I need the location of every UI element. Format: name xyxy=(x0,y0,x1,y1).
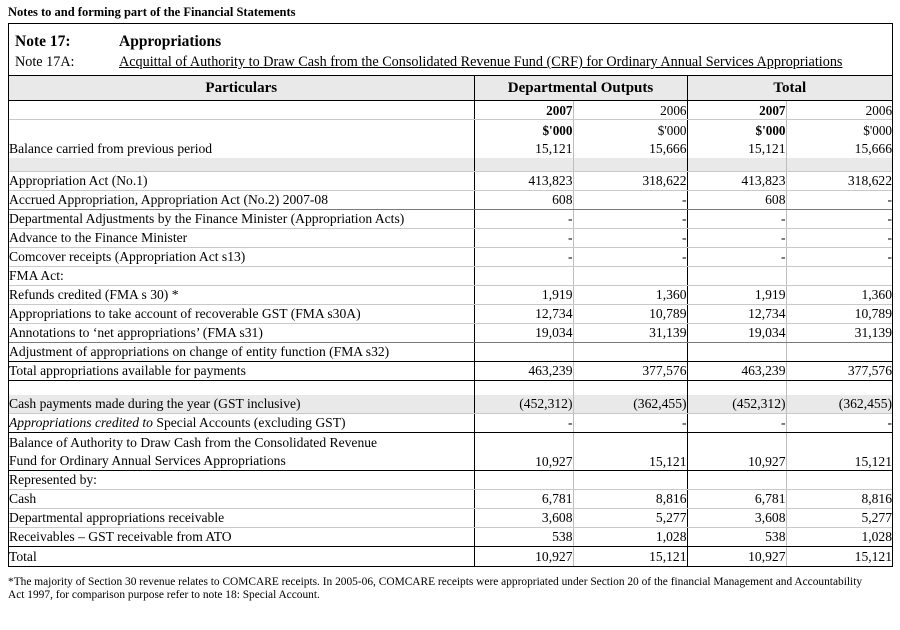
row-dept-2006: - xyxy=(573,248,687,267)
row-dept-2006: - xyxy=(573,414,687,433)
row-label: Appropriation Act (No.1) xyxy=(9,172,474,191)
row-dept-2007 xyxy=(474,471,573,490)
table-row xyxy=(9,248,892,267)
row-label-line-2: Fund for Ordinary Annual Services Appropriations xyxy=(9,453,286,468)
row-dept-2007: 463,239 xyxy=(474,362,573,381)
row-label: Total xyxy=(9,547,474,566)
row-total-2007: (452,312) xyxy=(687,395,786,414)
table-row xyxy=(9,395,892,414)
units-header-row xyxy=(9,120,892,139)
row-total-2007: 10,927 xyxy=(687,433,786,471)
row-total-2006: - xyxy=(786,191,892,210)
row-dept-2006: (362,455) xyxy=(573,395,687,414)
note-title: Appropriations xyxy=(119,33,222,50)
appropriations-table xyxy=(9,75,892,566)
row-label: Advance to the Finance Minister xyxy=(9,229,474,248)
row-label: Comcover receipts (Appropriation Act s13) xyxy=(9,248,474,267)
spacer-dept-2007 xyxy=(474,158,573,172)
row-dept-2007: 12,734 xyxy=(474,305,573,324)
spacer-row xyxy=(9,381,892,395)
row-total-2006: - xyxy=(786,248,892,267)
row-label-roman-part: Special Accounts (excluding GST) xyxy=(156,415,346,430)
units-row-label xyxy=(9,120,474,139)
row-label: Refunds credited (FMA s 30) * xyxy=(9,286,474,305)
row-total-2006: 10,789 xyxy=(786,305,892,324)
row-dept-2007: - xyxy=(474,210,573,229)
row-total-2006: - xyxy=(786,210,892,229)
table-row xyxy=(9,267,892,286)
row-dept-2006: 15,666 xyxy=(573,139,687,158)
spacer-label xyxy=(9,158,474,172)
footnote-line-1: *The majority of Section 30 revenue relates to COMCARE receipts. In 2005-06, COMCARE receipts were appropriated under Section 20 of the financial Management and Accountability xyxy=(8,575,863,588)
row-dept-2007: 15,121 xyxy=(474,139,573,158)
note-heading-block xyxy=(9,24,892,75)
row-total-2006: - xyxy=(786,414,892,433)
row-label: Annotations to ‘net appropriations’ (FMA s31) xyxy=(9,324,474,343)
row-dept-2006: 31,139 xyxy=(573,324,687,343)
footnote-line-2: Act 1997, for comparison purpose refer to note 18: Special Account. xyxy=(8,589,320,601)
row-total-2007: 1,919 xyxy=(687,286,786,305)
row-dept-2007: - xyxy=(474,248,573,267)
note-sub-title: Acquittal of Authority to Draw Cash from the Consolidated Revenue Fund (CRF) for Ordinary Annual Services Appropriations xyxy=(119,54,843,70)
footnote-block xyxy=(8,576,892,603)
table-row xyxy=(9,509,892,528)
row-label xyxy=(9,433,474,471)
row-total-2006: 15,121 xyxy=(854,548,893,564)
row-dept-2006: 10,789 xyxy=(573,305,687,324)
row-dept-2006: - xyxy=(573,210,687,229)
note-sub-label: Note 17A: xyxy=(15,54,75,70)
row-total-2007: 15,121 xyxy=(687,139,786,158)
year-dept-2007: 2007 xyxy=(474,101,573,120)
row-dept-2006: 5,277 xyxy=(573,509,687,528)
row-label: Balance carried from previous period xyxy=(9,139,474,158)
units-total-2006: $'000 xyxy=(863,122,893,138)
table-row xyxy=(9,139,892,158)
row-total-2006 xyxy=(786,267,892,286)
spacer-row xyxy=(9,158,892,172)
table-header-row xyxy=(9,76,892,101)
row-dept-2006: 1,360 xyxy=(573,286,687,305)
row-label: Accrued Appropriation, Appropriation Act (No.2) 2007-08 xyxy=(9,191,474,210)
row-total-2006: 377,576 xyxy=(786,362,892,381)
row-total-2007: 6,781 xyxy=(687,490,786,509)
year-header-row xyxy=(9,101,892,120)
column-header-total: Total xyxy=(687,76,892,101)
spacer-dept-2007 xyxy=(474,381,573,395)
note-number-label: Note 17: xyxy=(15,33,71,50)
table-row xyxy=(9,471,892,490)
row-dept-2007: 538 xyxy=(474,528,573,547)
row-total-2007: - xyxy=(687,248,786,267)
row-total-2007: 19,034 xyxy=(687,324,786,343)
note-number-line xyxy=(15,32,892,52)
row-dept-2006: 377,576 xyxy=(573,362,687,381)
row-dept-2007: - xyxy=(474,414,573,433)
spacer-total-2006 xyxy=(786,381,892,395)
row-total-2007: 3,608 xyxy=(687,509,786,528)
row-total-2006: 318,622 xyxy=(786,172,892,191)
table-row xyxy=(9,210,892,229)
year-row-label xyxy=(9,101,474,120)
row-total-2007 xyxy=(687,343,786,362)
row-total-2007 xyxy=(687,471,786,490)
row-dept-2006 xyxy=(573,343,687,362)
row-total-2007: - xyxy=(687,414,786,433)
spacer-total-2006 xyxy=(786,158,892,172)
row-dept-2007: 10,927 xyxy=(474,547,573,566)
row-total-2007: 463,239 xyxy=(687,362,786,381)
row-total-2007: 10,927 xyxy=(687,547,786,566)
row-dept-2006: 318,622 xyxy=(573,172,687,191)
row-total-2007: 413,823 xyxy=(687,172,786,191)
spacer-dept-2006 xyxy=(573,381,687,395)
table-row xyxy=(9,414,892,433)
spacer-dept-2006 xyxy=(573,158,687,172)
row-total-2006 xyxy=(786,471,892,490)
units-total-2007: $'000 xyxy=(687,120,786,139)
row-total-2007: - xyxy=(687,210,786,229)
row-dept-2007: - xyxy=(474,229,573,248)
row-total-2006: 1,028 xyxy=(786,528,892,547)
row-label: Cash xyxy=(9,490,474,509)
spacer-label xyxy=(9,381,474,395)
units-dept-2006: $'000 xyxy=(573,120,687,139)
table-row xyxy=(9,172,892,191)
year-total-2007: 2007 xyxy=(687,101,786,120)
table-row xyxy=(9,191,892,210)
row-dept-2006: 1,028 xyxy=(573,528,687,547)
note-sub-line xyxy=(15,52,892,74)
row-dept-2007: 10,927 xyxy=(474,433,573,471)
row-total-2006: 15,666 xyxy=(854,140,893,156)
row-dept-2007: (452,312) xyxy=(474,395,573,414)
row-dept-2006 xyxy=(573,267,687,286)
row-label: Adjustment of appropriations on change of entity function (FMA s32) xyxy=(9,343,474,362)
row-total-2006 xyxy=(786,343,892,362)
row-dept-2007: 413,823 xyxy=(474,172,573,191)
row-label: Receivables – GST receivable from ATO xyxy=(9,528,474,547)
row-dept-2006: - xyxy=(573,191,687,210)
table-row xyxy=(9,343,892,362)
row-dept-2006: - xyxy=(573,229,687,248)
row-total-2006: 15,121 xyxy=(786,433,892,471)
table-row xyxy=(9,528,892,547)
row-label-italic-part: Appropriations credited to xyxy=(9,415,157,430)
column-header-departmental-outputs: Departmental Outputs xyxy=(474,76,687,101)
row-total-2006: 1,360 xyxy=(786,286,892,305)
table-row xyxy=(9,305,892,324)
row-label: FMA Act: xyxy=(9,267,474,286)
table-row xyxy=(9,490,892,509)
row-label: Cash payments made during the year (GST inclusive) xyxy=(9,395,474,414)
row-total-2006: 31,139 xyxy=(786,324,892,343)
row-dept-2007: 19,034 xyxy=(474,324,573,343)
row-dept-2007 xyxy=(474,343,573,362)
year-total-2006: 2006 xyxy=(786,101,892,120)
table-row xyxy=(9,324,892,343)
row-label: Departmental Adjustments by the Finance Minister (Appropriation Acts) xyxy=(9,210,474,229)
row-total-2006: 5,277 xyxy=(786,509,892,528)
row-total-2007 xyxy=(687,267,786,286)
row-total-2007: - xyxy=(687,229,786,248)
table-row xyxy=(9,547,892,566)
row-total-2006: 8,816 xyxy=(786,490,892,509)
row-dept-2006: 15,121 xyxy=(573,547,687,566)
row-dept-2007: 608 xyxy=(474,191,573,210)
row-label xyxy=(9,414,474,433)
row-dept-2007: 3,608 xyxy=(474,509,573,528)
units-dept-2007: $'000 xyxy=(474,120,573,139)
row-dept-2007: 6,781 xyxy=(474,490,573,509)
row-label: Departmental appropriations receivable xyxy=(9,509,474,528)
row-dept-2007 xyxy=(474,267,573,286)
note-frame xyxy=(8,23,893,567)
table-row xyxy=(9,286,892,305)
year-dept-2006: 2006 xyxy=(573,101,687,120)
spacer-total-2007 xyxy=(687,158,786,172)
row-label-line-1: Balance of Authority to Draw Cash from the Consolidated Revenue xyxy=(9,435,378,450)
row-total-2007: 608 xyxy=(687,191,786,210)
row-total-2007: 12,734 xyxy=(687,305,786,324)
row-label: Represented by: xyxy=(9,471,474,490)
row-label: Appropriations to take account of recoverable GST (FMA s30A) xyxy=(9,305,474,324)
row-total-2006: (362,455) xyxy=(786,395,892,414)
row-dept-2007: 1,919 xyxy=(474,286,573,305)
row-total-2007: 538 xyxy=(687,528,786,547)
table-row xyxy=(9,229,892,248)
row-total-2006: - xyxy=(786,229,892,248)
row-dept-2006: 8,816 xyxy=(573,490,687,509)
row-label: Total appropriations available for payments xyxy=(9,362,474,381)
row-dept-2006: 15,121 xyxy=(573,433,687,471)
table-row xyxy=(9,433,892,471)
column-header-particulars: Particulars xyxy=(9,76,474,101)
running-head: Notes to and forming part of the Financial Statements xyxy=(8,5,296,19)
spacer-total-2007 xyxy=(687,381,786,395)
row-dept-2006 xyxy=(573,471,687,490)
table-row xyxy=(9,362,892,381)
